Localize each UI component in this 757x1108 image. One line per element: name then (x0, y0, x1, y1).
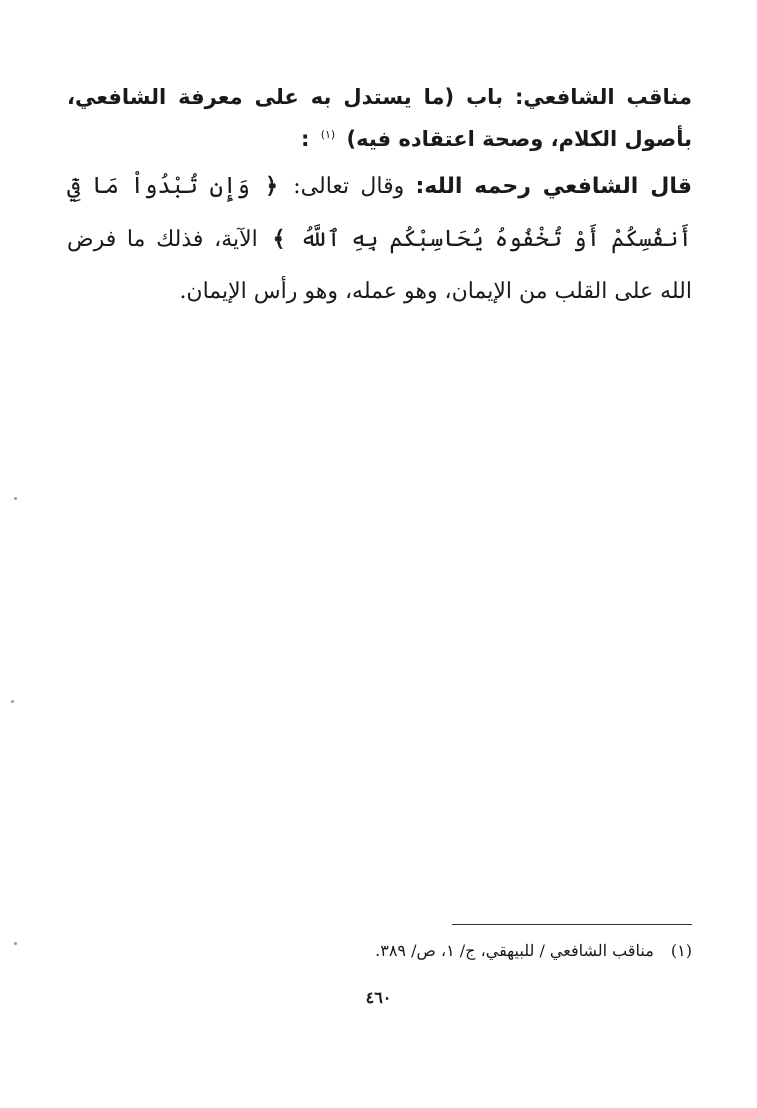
body-continuation: الآية، فذلك ما فرض الله على القلب من الإيمان، وهو عمله، وهو رأس الإيمان. (67, 227, 692, 304)
quran-verse: وَإِن تُبْدُواْ مَا فِيٓ أَنفُسِكُمْ أَوْ تُخْفُوهُ يُحَاسِبْكُم بِهِ ٱللَّهُ (67, 173, 692, 252)
verse-intro: وقال تعالى: (293, 174, 405, 199)
footnote-text: مناقب الشافعي / للبيهقي، ج/ ١، ص/ ٣٨٩. (375, 941, 654, 960)
verse-bracket-open: ﴿ (265, 173, 279, 199)
heading-trailing-colon: : (300, 127, 310, 151)
body-paragraph (67, 160, 692, 318)
section-heading (67, 78, 692, 158)
page-number: ٤٦٠ (365, 988, 392, 1007)
heading-text: مناقب الشافعي: باب (ما يستدل به على معرفة الشافعي، بأصول الكلام، وصحة اعتقاده فيه) (67, 85, 692, 151)
speaker-attribution: قال الشافعي رحمه الله: (415, 174, 692, 199)
footnote-divider (452, 924, 692, 925)
footnote-reference: (١) (320, 128, 336, 141)
footnote-number: (١) (670, 941, 692, 960)
scan-speck (14, 497, 17, 500)
footnote (292, 937, 692, 965)
scan-speck (11, 700, 14, 703)
verse-bracket-close: ﴾ (272, 226, 286, 252)
scan-speck (14, 942, 17, 945)
